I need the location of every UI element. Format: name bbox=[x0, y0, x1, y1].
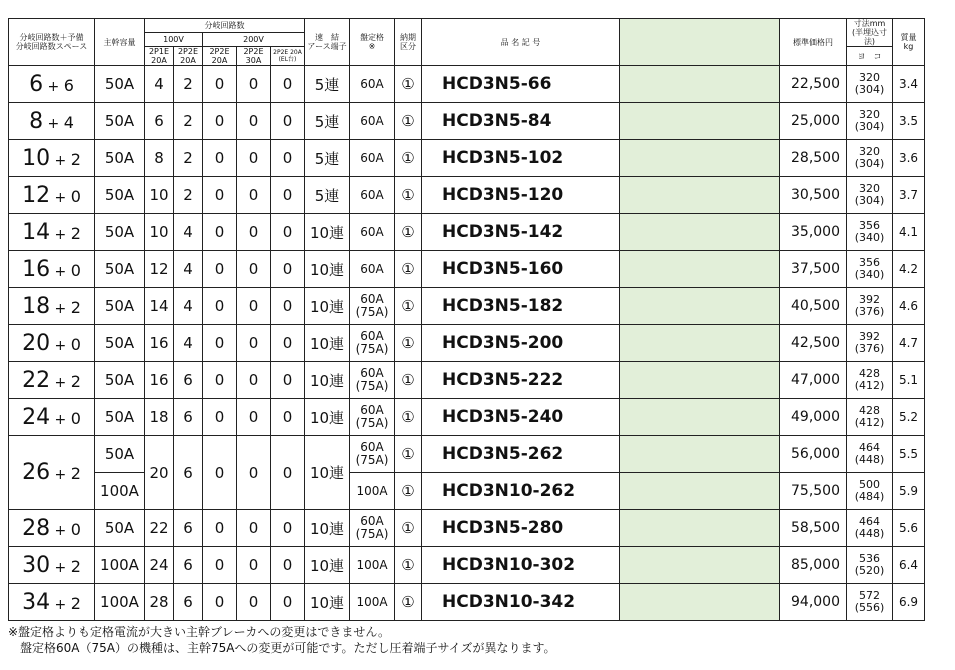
main-capacity: 50A bbox=[104, 445, 135, 463]
weight-value: 4.7 bbox=[898, 336, 919, 350]
weight-value: 5.1 bbox=[898, 373, 919, 387]
rating-value: 60A bbox=[360, 225, 384, 239]
weight-value: 3.4 bbox=[898, 77, 919, 91]
weight-header: 質量 kg bbox=[893, 19, 925, 66]
dim-alt-value: (520) bbox=[854, 564, 885, 577]
c5: 0 bbox=[282, 260, 293, 278]
main-capacity: 100A bbox=[100, 482, 139, 500]
c1: 22 bbox=[149, 519, 169, 537]
branch-count: 16 bbox=[22, 256, 51, 282]
branch-spare-cell: 16 + 0 bbox=[9, 251, 95, 288]
model-header: 品 名 記 号 bbox=[422, 19, 620, 66]
connect-value: 10連 bbox=[309, 519, 345, 538]
c1: 20 bbox=[149, 463, 169, 482]
footnotes bbox=[8, 624, 556, 656]
dim-alt-value: (340) bbox=[854, 268, 885, 281]
connect-value: 10連 bbox=[309, 371, 345, 390]
rating-value: 60A bbox=[360, 114, 384, 128]
c5: 0 bbox=[282, 186, 293, 204]
price-value: 75,500 bbox=[791, 483, 840, 499]
main-capacity: 50A bbox=[104, 260, 135, 278]
weight-value: 6.9 bbox=[898, 595, 919, 609]
col-2p2e-30a: 2P2E 30A bbox=[237, 47, 271, 66]
col-2p2e-20a-100v: 2P2E 20A bbox=[174, 47, 203, 66]
col-2p2e-el: 2P2E 20A (EL台) bbox=[271, 47, 305, 66]
branch-spare-cell: 14 + 2 bbox=[9, 214, 95, 251]
main-capacity: 50A bbox=[104, 186, 135, 204]
c1: 8 bbox=[154, 149, 164, 167]
branch-count: 14 bbox=[22, 219, 51, 245]
branch-spare-cell: 10 + 2 bbox=[9, 140, 95, 177]
rating-alt-value: (75A) bbox=[355, 527, 389, 541]
col-2p1e-20a: 2P1E 20A bbox=[145, 47, 174, 66]
table-row bbox=[9, 584, 925, 621]
dim-value: 572 bbox=[859, 589, 880, 602]
c2: 4 bbox=[183, 297, 193, 315]
dim-value: 320 bbox=[859, 71, 880, 84]
spare-count: 0 bbox=[70, 186, 81, 206]
table-row bbox=[9, 214, 925, 251]
rating-value: 60A bbox=[360, 188, 384, 202]
dim-alt-value: (376) bbox=[854, 305, 885, 318]
spare-count: 2 bbox=[70, 593, 81, 613]
c4: 0 bbox=[248, 112, 259, 130]
c3: 0 bbox=[214, 408, 225, 426]
dim-value: 536 bbox=[859, 552, 880, 565]
branch-count: 24 bbox=[22, 404, 51, 430]
delivery-value: ① bbox=[401, 482, 415, 500]
dim-alt-value: (304) bbox=[854, 83, 885, 96]
c3: 0 bbox=[214, 223, 225, 241]
model-code: HCD3N5-84 bbox=[442, 111, 552, 131]
dim-value: 320 bbox=[859, 145, 880, 158]
c3: 0 bbox=[214, 593, 225, 611]
spare-count: 2 bbox=[70, 464, 81, 483]
yoko-header: ヨ コ bbox=[847, 47, 893, 66]
main-capacity: 50A bbox=[104, 223, 135, 241]
c4: 0 bbox=[248, 75, 259, 93]
c2: 4 bbox=[183, 260, 193, 278]
delivery-value: ① bbox=[401, 371, 415, 389]
dim-value: 320 bbox=[859, 108, 880, 121]
table-row bbox=[9, 399, 925, 436]
c4: 0 bbox=[248, 593, 259, 611]
model-code: HCD3N10-342 bbox=[442, 592, 576, 612]
rating-value: 60A bbox=[360, 329, 384, 343]
connect-value: 10連 bbox=[309, 223, 345, 242]
dim-alt-value: (448) bbox=[854, 527, 885, 540]
c4: 0 bbox=[248, 463, 259, 482]
main-capacity: 100A bbox=[100, 556, 139, 574]
main-capacity: 50A bbox=[104, 75, 135, 93]
branch-spare-cell: 24 + 0 bbox=[9, 399, 95, 436]
delivery-value: ① bbox=[401, 445, 415, 463]
c5: 0 bbox=[282, 112, 293, 130]
branch-count: 10 bbox=[22, 145, 51, 171]
delivery-value: ① bbox=[401, 260, 415, 278]
branch-spare-cell: 34 + 2 bbox=[9, 584, 95, 621]
main-capacity: 50A bbox=[104, 334, 135, 352]
model-code: HCD3N5-240 bbox=[442, 407, 564, 427]
dimension-header: 寸法mm (半埋込寸法) bbox=[847, 19, 893, 47]
weight-value: 5.5 bbox=[898, 447, 919, 461]
c1: 14 bbox=[149, 297, 169, 315]
connect-value: 10連 bbox=[309, 556, 345, 575]
branch-count: 22 bbox=[22, 367, 51, 393]
connect-value: 10連 bbox=[309, 408, 345, 427]
c1: 16 bbox=[149, 371, 169, 389]
col-2p2e-20a-200v: 2P2E 20A bbox=[203, 47, 237, 66]
product-table-wrapper bbox=[8, 18, 925, 621]
c3: 0 bbox=[214, 149, 225, 167]
delivery-value: ① bbox=[401, 186, 415, 204]
model-code: HCD3N5-200 bbox=[442, 333, 564, 353]
delivery-value: ① bbox=[401, 519, 415, 537]
price-value: 85,000 bbox=[791, 557, 840, 573]
delivery-header: 納期 区分 bbox=[395, 19, 422, 66]
c4: 0 bbox=[248, 297, 259, 315]
c3: 0 bbox=[214, 371, 225, 389]
model-code: HCD3N5-182 bbox=[442, 296, 564, 316]
table-row bbox=[9, 251, 925, 288]
dim-value: 356 bbox=[859, 219, 880, 232]
table-row bbox=[9, 177, 925, 214]
model-code: HCD3N5-262 bbox=[442, 444, 564, 464]
branch-count: 26 bbox=[22, 460, 51, 485]
c2: 6 bbox=[183, 556, 193, 574]
delivery-value: ① bbox=[401, 297, 415, 315]
delivery-value: ① bbox=[401, 149, 415, 167]
main-capacity: 50A bbox=[104, 519, 135, 537]
dim-value: 356 bbox=[859, 256, 880, 269]
branch-spare-cell: 26 + 2 bbox=[9, 436, 95, 510]
price-value: 35,000 bbox=[791, 224, 840, 240]
delivery-value: ① bbox=[401, 112, 415, 130]
price-header: 標準価格円 bbox=[780, 19, 847, 66]
rating-value: 60A bbox=[360, 262, 384, 276]
delivery-value: ① bbox=[401, 593, 415, 611]
c5: 0 bbox=[282, 593, 293, 611]
footnote-2: 盤定格60A（75A）の機種は、主幹75Aへの変更が可能です。ただし圧着端子サイズが異なります。 bbox=[8, 641, 556, 655]
dim-value: 428 bbox=[859, 367, 880, 380]
c4: 0 bbox=[248, 519, 259, 537]
weight-value: 3.5 bbox=[898, 114, 919, 128]
c2: 6 bbox=[183, 371, 193, 389]
model-code: HCD3N5-222 bbox=[442, 370, 564, 390]
c3: 0 bbox=[214, 463, 225, 482]
c5: 0 bbox=[282, 223, 293, 241]
c5: 0 bbox=[282, 334, 293, 352]
dim-value: 428 bbox=[859, 404, 880, 417]
table-body bbox=[9, 66, 925, 621]
table-row bbox=[9, 547, 925, 584]
c3: 0 bbox=[214, 556, 225, 574]
connect-value: 10連 bbox=[309, 334, 345, 353]
price-value: 40,500 bbox=[791, 298, 840, 314]
c1: 28 bbox=[149, 593, 169, 611]
dim-alt-value: (412) bbox=[854, 416, 885, 429]
weight-value: 5.2 bbox=[898, 410, 919, 424]
table-header bbox=[9, 19, 925, 66]
dim-alt-value: (340) bbox=[854, 231, 885, 244]
rating-value: 60A bbox=[360, 292, 384, 306]
main-capacity: 50A bbox=[104, 408, 135, 426]
weight-value: 5.6 bbox=[898, 521, 919, 535]
table-row bbox=[9, 288, 925, 325]
c2: 4 bbox=[183, 223, 193, 241]
weight-value: 4.6 bbox=[898, 299, 919, 313]
weight-value: 5.9 bbox=[898, 484, 919, 498]
dim-value: 392 bbox=[859, 293, 880, 306]
c5: 0 bbox=[282, 519, 293, 537]
connect-value: 5連 bbox=[314, 75, 340, 94]
model-code: HCD3N5-102 bbox=[442, 148, 564, 168]
table-row bbox=[9, 436, 925, 473]
main-capacity: 50A bbox=[104, 112, 135, 130]
c5: 0 bbox=[282, 75, 293, 93]
table-row bbox=[9, 510, 925, 547]
rating-value: 100A bbox=[356, 484, 388, 498]
spare-count: 2 bbox=[70, 556, 81, 576]
dim-alt-value: (376) bbox=[854, 342, 885, 355]
c4: 0 bbox=[248, 556, 259, 574]
c3: 0 bbox=[214, 297, 225, 315]
dim-alt-value: (412) bbox=[854, 379, 885, 392]
price-value: 42,500 bbox=[791, 335, 840, 351]
rating-value: 60A bbox=[360, 366, 384, 380]
rating-value: 60A bbox=[360, 151, 384, 165]
c4: 0 bbox=[248, 408, 259, 426]
table-row bbox=[9, 325, 925, 362]
c1: 12 bbox=[149, 260, 169, 278]
spare-count: 0 bbox=[70, 408, 81, 428]
table-row bbox=[9, 66, 925, 103]
model-code: HCD3N5-66 bbox=[442, 74, 552, 94]
rating-alt-value: (75A) bbox=[355, 416, 389, 430]
rating-alt-value: (75A) bbox=[355, 453, 389, 467]
c3: 0 bbox=[214, 519, 225, 537]
dim-value: 464 bbox=[859, 441, 880, 454]
c4: 0 bbox=[248, 371, 259, 389]
c1: 10 bbox=[149, 186, 169, 204]
delivery-value: ① bbox=[401, 223, 415, 241]
weight-value: 3.7 bbox=[898, 188, 919, 202]
weight-value: 4.2 bbox=[898, 262, 919, 276]
v200-header: 200V bbox=[203, 33, 305, 47]
dim-value: 500 bbox=[859, 478, 880, 491]
branch-group-header: 分岐回路数 bbox=[145, 19, 305, 33]
rating-value: 60A bbox=[360, 440, 384, 454]
c3: 0 bbox=[214, 260, 225, 278]
branch-spare-cell: 22 + 2 bbox=[9, 362, 95, 399]
c2: 2 bbox=[183, 75, 193, 93]
c3: 0 bbox=[214, 112, 225, 130]
v100-header: 100V bbox=[145, 33, 203, 47]
branch-spare-cell: 18 + 2 bbox=[9, 288, 95, 325]
c3: 0 bbox=[214, 334, 225, 352]
spare-count: 0 bbox=[70, 519, 81, 539]
main-capacity: 50A bbox=[104, 371, 135, 389]
c3: 0 bbox=[214, 186, 225, 204]
connect-header: 速 結 アース端子 bbox=[305, 19, 350, 66]
dim-value: 464 bbox=[859, 515, 880, 528]
branch-spare-header: 分岐回路数＋予備 分岐回路数スペース bbox=[9, 19, 95, 66]
price-value: 58,500 bbox=[791, 520, 840, 536]
c4: 0 bbox=[248, 260, 259, 278]
branch-count: 28 bbox=[22, 515, 51, 541]
delivery-value: ① bbox=[401, 334, 415, 352]
c4: 0 bbox=[248, 149, 259, 167]
spare-count: 6 bbox=[63, 75, 74, 95]
connect-value: 10連 bbox=[309, 260, 345, 279]
branch-count: 12 bbox=[22, 182, 51, 208]
dim-alt-value: (448) bbox=[854, 453, 885, 466]
price-value: 47,000 bbox=[791, 372, 840, 388]
c5: 0 bbox=[282, 371, 293, 389]
c2: 2 bbox=[183, 186, 193, 204]
table-row bbox=[9, 362, 925, 399]
c5: 0 bbox=[282, 149, 293, 167]
c2: 6 bbox=[183, 408, 193, 426]
c1: 6 bbox=[154, 112, 164, 130]
branch-spare-cell: 20 + 0 bbox=[9, 325, 95, 362]
connect-value: 10連 bbox=[309, 593, 345, 612]
c5: 0 bbox=[282, 408, 293, 426]
rating-alt-value: (75A) bbox=[355, 305, 389, 319]
branch-count: 6 bbox=[29, 71, 44, 97]
c5: 0 bbox=[282, 297, 293, 315]
price-value: 49,000 bbox=[791, 409, 840, 425]
spare-count: 2 bbox=[70, 149, 81, 169]
price-value: 30,500 bbox=[791, 187, 840, 203]
dim-alt-value: (304) bbox=[854, 120, 885, 133]
branch-count: 30 bbox=[22, 552, 51, 578]
c2: 2 bbox=[183, 149, 193, 167]
price-value: 37,500 bbox=[791, 261, 840, 277]
c1: 18 bbox=[149, 408, 169, 426]
c1: 4 bbox=[154, 75, 164, 93]
c2: 4 bbox=[183, 334, 193, 352]
branch-spare-cell: 30 + 2 bbox=[9, 547, 95, 584]
main-capacity: 50A bbox=[104, 297, 135, 315]
c1: 10 bbox=[149, 223, 169, 241]
delivery-value: ① bbox=[401, 75, 415, 93]
dim-alt-value: (556) bbox=[854, 601, 885, 614]
main-capacity-header: 主幹容量 bbox=[95, 19, 145, 66]
c2: 2 bbox=[183, 112, 193, 130]
c2: 6 bbox=[183, 519, 193, 537]
dim-alt-value: (304) bbox=[854, 157, 885, 170]
spare-count: 2 bbox=[70, 223, 81, 243]
c4: 0 bbox=[248, 186, 259, 204]
rating-value: 60A bbox=[360, 403, 384, 417]
c3: 0 bbox=[214, 75, 225, 93]
dim-value: 320 bbox=[859, 182, 880, 195]
branch-count: 20 bbox=[22, 330, 51, 356]
branch-spare-cell: 12 + 0 bbox=[9, 177, 95, 214]
connect-value: 10連 bbox=[309, 464, 345, 482]
connect-value: 10連 bbox=[309, 297, 345, 316]
model-code: HCD3N5-280 bbox=[442, 518, 564, 538]
table-row bbox=[9, 140, 925, 177]
main-capacity: 100A bbox=[100, 593, 139, 611]
branch-count: 8 bbox=[29, 108, 44, 134]
c2: 6 bbox=[183, 463, 193, 482]
model-code: HCD3N5-160 bbox=[442, 259, 564, 279]
rating-alt-value: (75A) bbox=[355, 342, 389, 356]
c5: 0 bbox=[282, 463, 293, 482]
spare-count: 2 bbox=[70, 371, 81, 391]
dim-value: 392 bbox=[859, 330, 880, 343]
c1: 16 bbox=[149, 334, 169, 352]
delivery-value: ① bbox=[401, 408, 415, 426]
branch-spare-cell: 8 + 4 bbox=[9, 103, 95, 140]
c5: 0 bbox=[282, 556, 293, 574]
connect-value: 5連 bbox=[314, 149, 340, 168]
delivery-value: ① bbox=[401, 556, 415, 574]
dim-alt-value: (484) bbox=[854, 490, 885, 503]
c2: 6 bbox=[183, 593, 193, 611]
rating-alt-value: (75A) bbox=[355, 379, 389, 393]
branch-spare-cell: 6 + 6 bbox=[9, 66, 95, 103]
rating-value: 100A bbox=[356, 558, 388, 572]
model-code: HCD3N10-302 bbox=[442, 555, 576, 575]
weight-value: 6.4 bbox=[898, 558, 919, 572]
price-value: 25,000 bbox=[791, 113, 840, 129]
rating-value: 60A bbox=[360, 514, 384, 528]
spare-count: 2 bbox=[70, 297, 81, 317]
main-capacity: 50A bbox=[104, 149, 135, 167]
connect-value: 5連 bbox=[314, 112, 340, 131]
spare-count: 0 bbox=[70, 260, 81, 280]
product-spec-table bbox=[8, 18, 925, 621]
table-row bbox=[9, 103, 925, 140]
price-value: 28,500 bbox=[791, 150, 840, 166]
branch-spare-cell: 28 + 0 bbox=[9, 510, 95, 547]
rating-value: 60A bbox=[360, 77, 384, 91]
weight-value: 4.1 bbox=[898, 225, 919, 239]
footnote-1: ※盤定格よりも定格電流が大きい主幹ブレーカへの変更はできません。 bbox=[8, 625, 391, 639]
weight-value: 3.6 bbox=[898, 151, 919, 165]
c4: 0 bbox=[248, 223, 259, 241]
price-value: 56,000 bbox=[791, 446, 840, 462]
rating-header: 盤定格 ※ bbox=[350, 19, 395, 66]
model-code: HCD3N5-142 bbox=[442, 222, 564, 242]
price-value: 94,000 bbox=[791, 594, 840, 610]
price-value: 22,500 bbox=[791, 76, 840, 92]
branch-count: 18 bbox=[22, 293, 51, 319]
rating-value: 100A bbox=[356, 595, 388, 609]
spare-count: 4 bbox=[63, 112, 74, 132]
model-code: HCD3N10-262 bbox=[442, 481, 576, 501]
dim-alt-value: (304) bbox=[854, 194, 885, 207]
branch-count: 34 bbox=[22, 589, 51, 615]
blank-green-header bbox=[620, 19, 780, 66]
c1: 24 bbox=[149, 556, 169, 574]
connect-value: 5連 bbox=[314, 186, 340, 205]
spare-count: 0 bbox=[70, 334, 81, 354]
c4: 0 bbox=[248, 334, 259, 352]
model-code: HCD3N5-120 bbox=[442, 185, 564, 205]
